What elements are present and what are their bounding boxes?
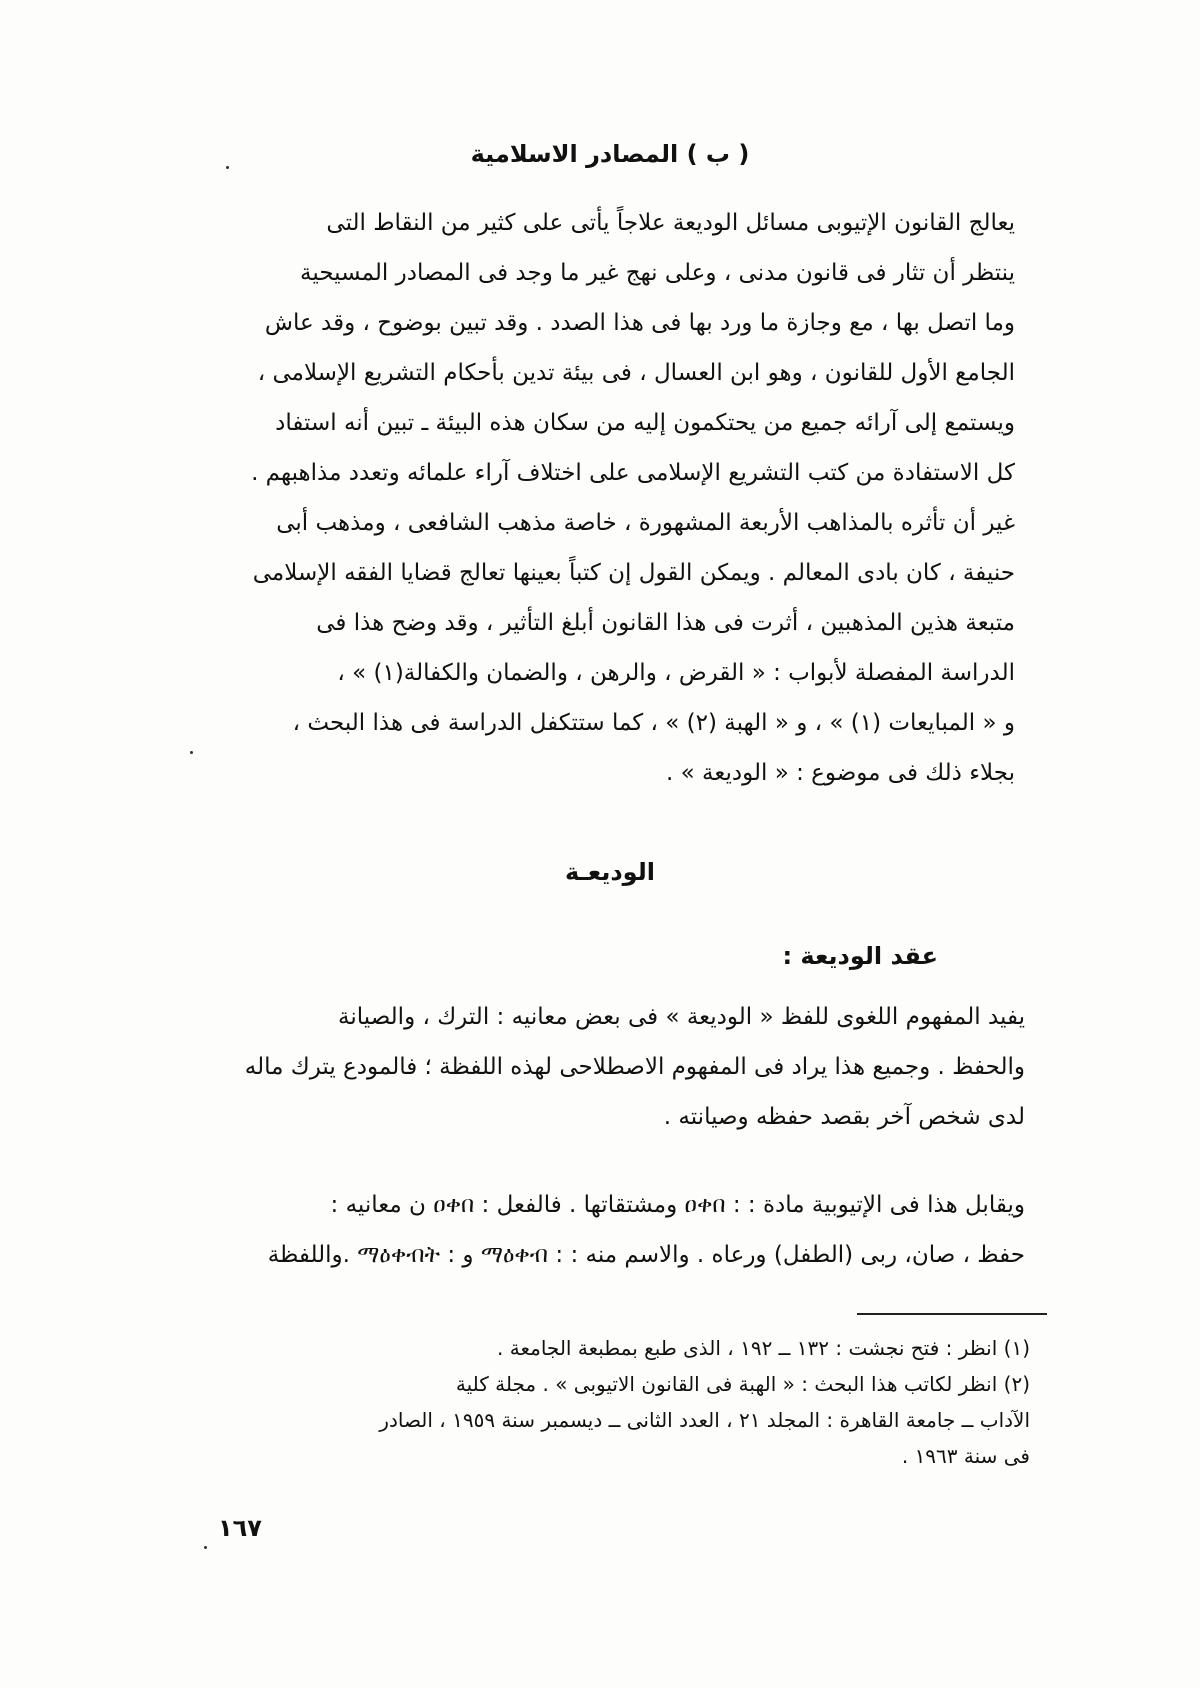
text-line: والحفظ . وجميع هذا يراد فى المفهوم الاصطلاحى لهذه اللفظة ؛ فالمودع يترك ماله	[244, 1054, 1025, 1080]
text-line: ينتظر أن تثار فى قانون مدنى ، وعلى نهج غير ما وجد فى المصادر المسيحية	[300, 260, 1015, 286]
scan-speck	[204, 1546, 207, 1549]
text-line: غير أن تأثره بالمذاهب الأربعة المشهورة ، خاصة مذهب الشافعى ، ومذهب أبى	[276, 510, 1015, 536]
text-line: الجامع الأول للقانون ، وهو ابن العسال ، فى بيئة تدين بأحكام التشريع الإسلامى ،	[257, 360, 1015, 386]
text-line: ويستمع إلى آرائه جميع من يحتكمون إليه من سكان هذه البيئة ـ تبين أنه استفاد	[275, 410, 1015, 436]
footnote-line: فى سنة ١٩٦٣ .	[901, 1444, 1030, 1468]
meaning-paragraph	[200, 992, 1025, 1142]
footnote-line: الآداب ــ جامعة القاهرة : المجلد ٢١ ، العدد الثانى ــ ديسمبر سنة ١٩٥٩ ، الصادر	[379, 1408, 1030, 1432]
scan-speck	[190, 751, 193, 754]
text-line: لدى شخص آخر بقصد حفظه وصيانته .	[663, 1104, 1025, 1130]
text-line: ويقابل هذا فى الإتيوبية مادة : : ዐቀበ ومشتقاتها . فالفعل : ዐቀበ ن معانيه :	[330, 1192, 1025, 1218]
footnote-divider	[857, 1313, 1047, 1315]
text-line: حفظ ، صان، ربى (الطفل) ورعاه . والاسم منه : : ማዕቀብ و : ማዕቀብት .واللفظة	[267, 1242, 1025, 1268]
scan-speck	[226, 166, 229, 169]
ethiopic-paragraph	[200, 1180, 1025, 1280]
text-line: يفيد المفهوم اللغوى للفظ « الوديعة » فى بعض معانيه : الترك ، والصيانة	[338, 1004, 1025, 1030]
text-line: بجلاء ذلك فى موضوع : « الوديعة » .	[666, 760, 1015, 786]
footnote-line: (٢) انظر لكاتب هذا البحث : « الهبة فى القانون الاتيوبى » . مجلة كلية	[455, 1372, 1030, 1396]
text-line: وما اتصل بها ، مع وجازة ما ورد بها فى هذا الصدد . وقد تبين بوضوح ، وقد عاش	[264, 310, 1015, 336]
contract-subheading: عقد الوديعة :	[782, 942, 938, 970]
page-number: ١٦٧	[218, 1514, 262, 1542]
text-line: حنيفة ، كان بادى المعالم . ويمكن القول إن كتباً بعينها تعالج قضايا الفقه الإسلامى	[252, 560, 1015, 586]
footnotes	[200, 1330, 1030, 1474]
intro-paragraph	[200, 198, 1015, 798]
text-line: يعالج القانون الإتيوبى مسائل الوديعة علاجاً يأتى على كثير من النقاط التى	[326, 210, 1015, 236]
footnote-line: (١) انظر : فتح نجشت : ١٣٢ ــ ١٩٢ ، الذى طبع بمطبعة الجامعة .	[497, 1336, 1030, 1360]
text-line: كل الاستفادة من كتب التشريع الإسلامى على اختلاف آراء علمائه وتعدد مذاهبهم .	[251, 460, 1015, 486]
text-line: و « المبايعات (١) » ، و « الهبة (٢) » ، كما ستتكفل الدراسة فى هذا البحث ،	[292, 710, 1015, 736]
text-line: الدراسة المفصلة لأبواب : « القرض ، والرهن ، والضمان والكفالة(١) » ،	[337, 660, 1015, 686]
wadia-heading: الوديعـة	[565, 858, 655, 886]
text-line: متبعة هذين المذهبين ، أثرت فى هذا القانون أبلغ التأثير ، وقد وضح هذا فى	[316, 610, 1015, 636]
section-title: ( ب ) المصادر الاسلامية	[470, 140, 750, 168]
